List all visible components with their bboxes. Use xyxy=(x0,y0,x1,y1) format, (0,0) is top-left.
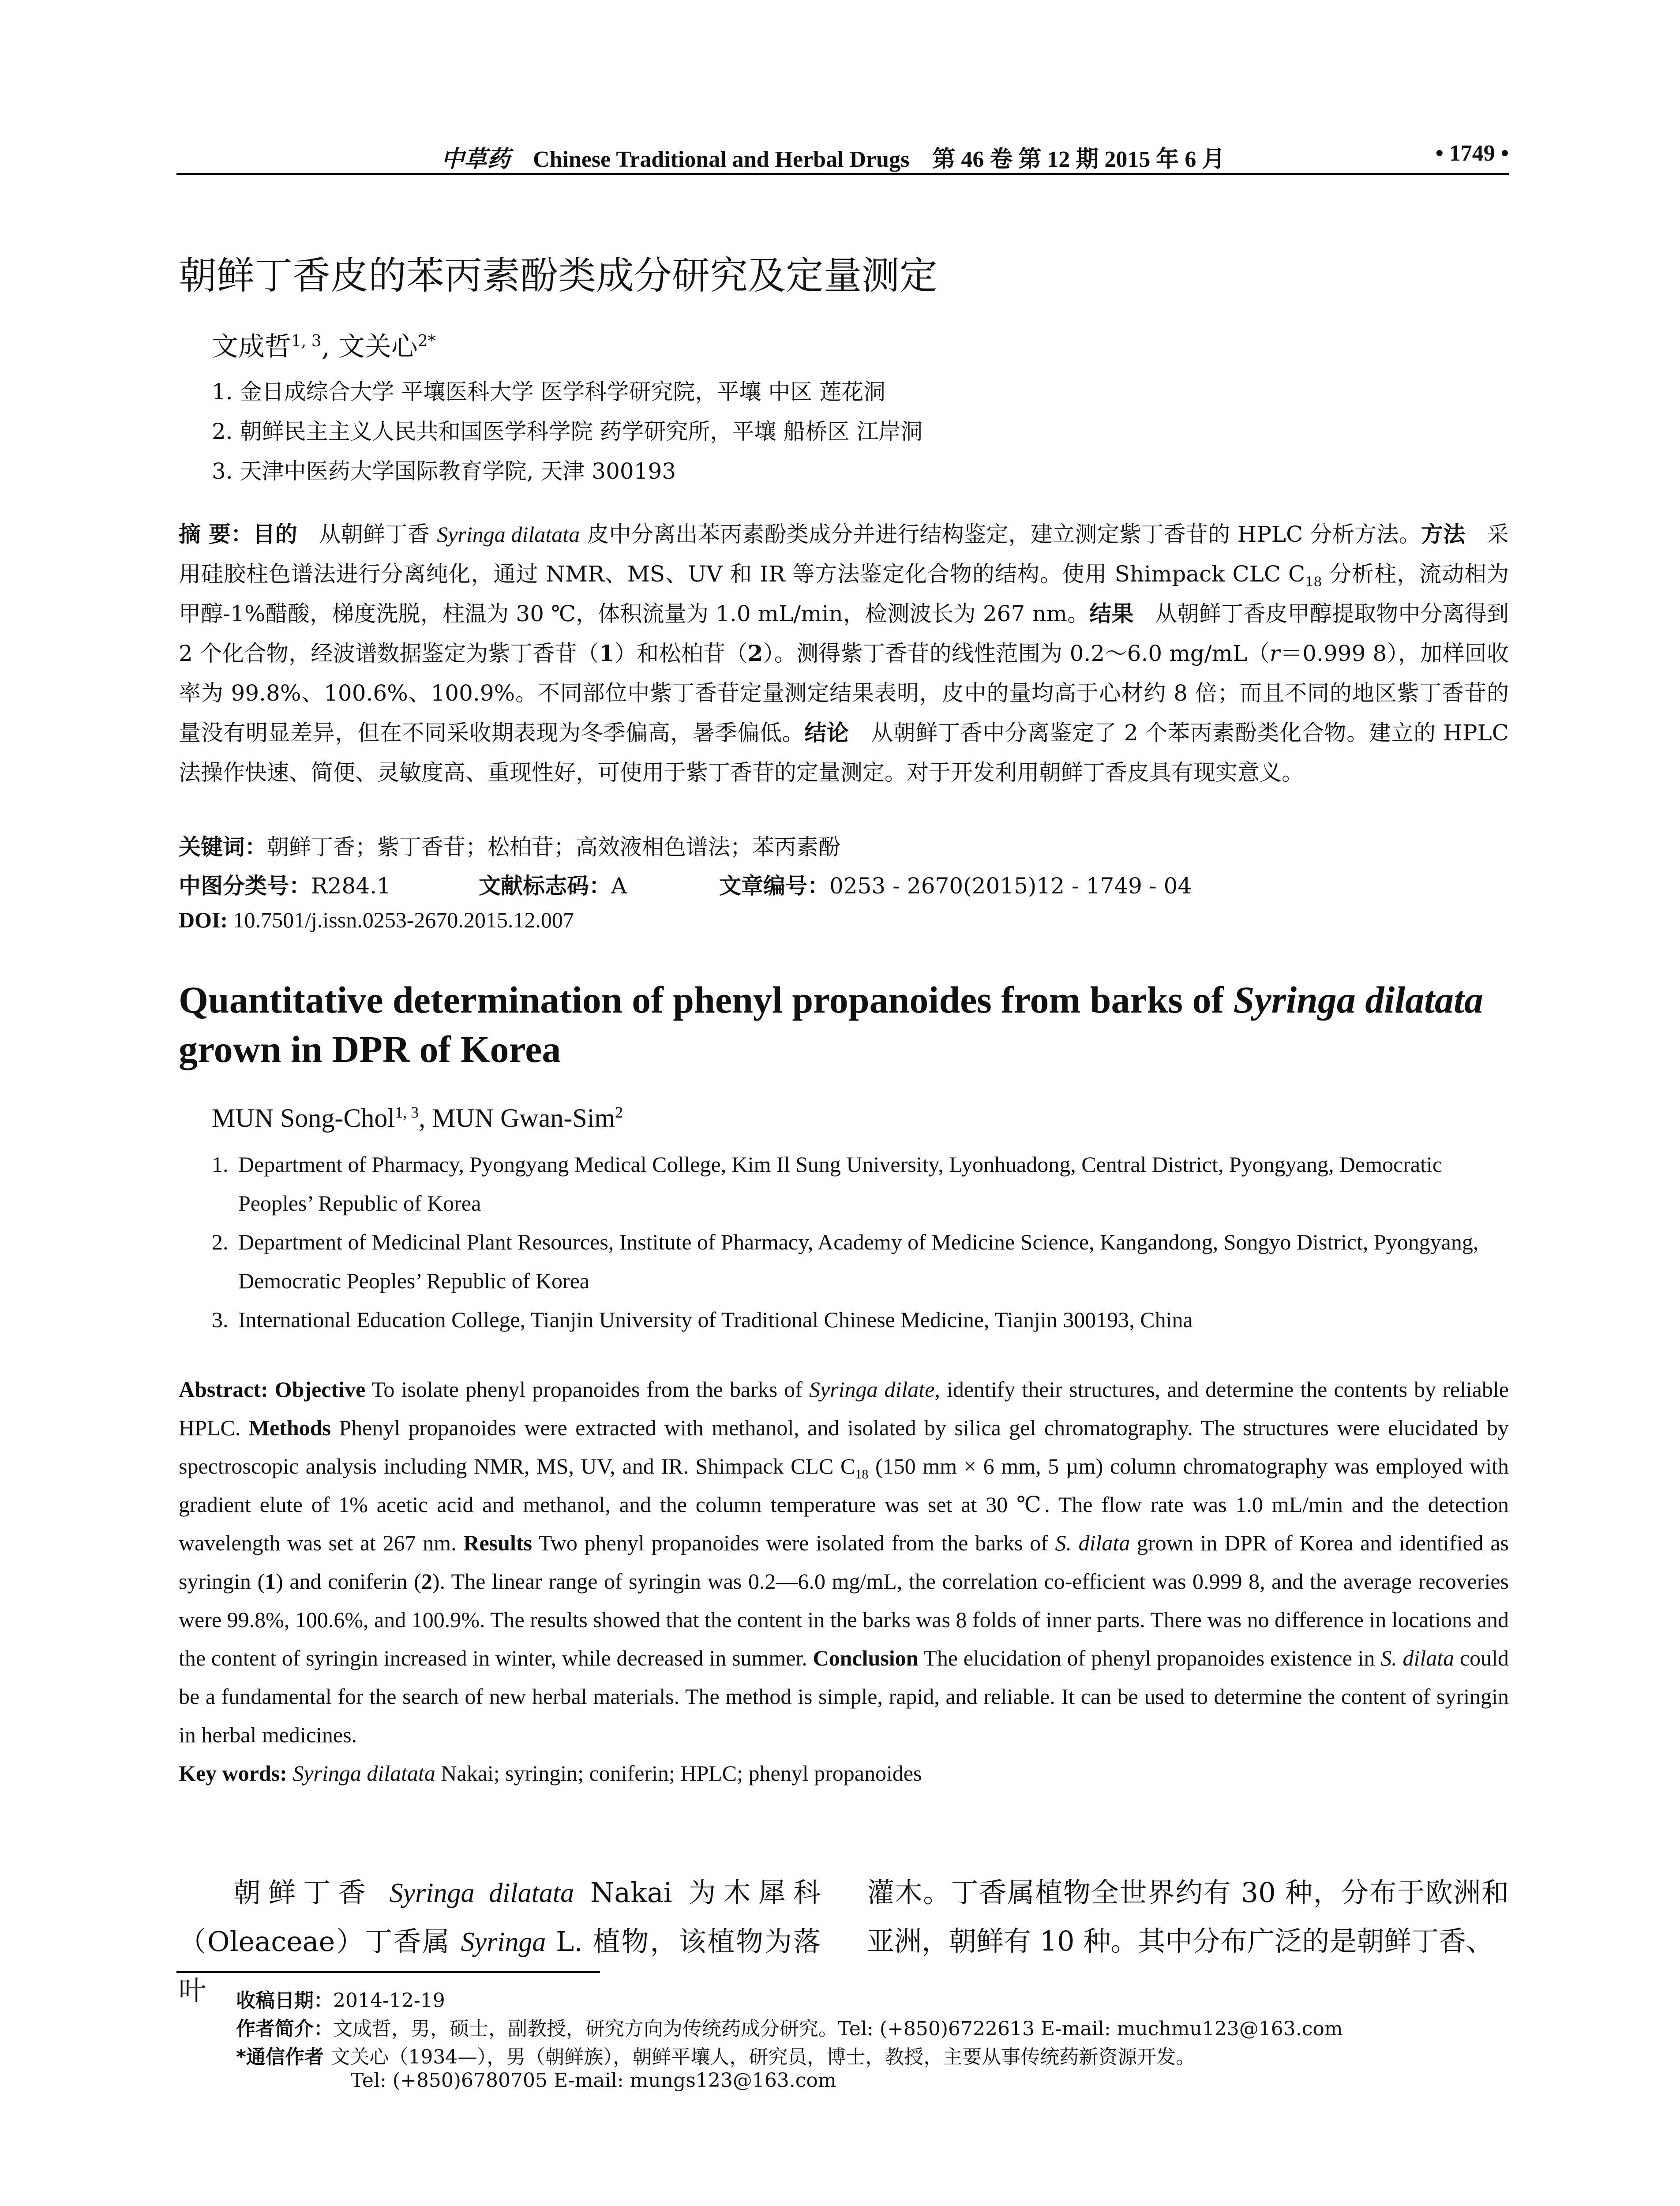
body-column-right xyxy=(867,1868,1509,1966)
species-name: Syringa dilatata xyxy=(437,522,580,547)
cn-keywords xyxy=(179,829,840,861)
en-methods-text-2: (150 mm × 6 mm, 5 µm) column chromatography was employed with gradient elute of 1% acetic acid and methanol, and the column temperature was set at 30 ℃. The flow rate was 1.0 mL/min and the detection wavelength was set at 267 nm. xyxy=(179,1454,1509,1555)
en-results-text-4: ). The linear range of syringin was 0.2—6.0 mg/mL, the correlation co-efficient was 0.999 8, and the average recoveries were 99.8%, 100.6%, and 100.9%. The results showed that the content in the barks was 8 folds of inner parts. There was no difference in locations and the content of syringin increased in winter, while decreased in summer. xyxy=(179,1569,1509,1670)
cn-abstract-label: 摘 要： xyxy=(179,521,253,547)
subscript: 18 xyxy=(1305,574,1322,590)
body-text: Nakai 为木犀科（Oleaceae）丁香属 xyxy=(179,1876,821,1958)
en-label-results: Results xyxy=(463,1531,532,1555)
cn-results-text-3: ）。测得紫丁香苷的线性范围为 0.2～6.0 mg/mL（ xyxy=(763,641,1270,666)
clc-label: 中图分类号： xyxy=(179,873,311,899)
bio-label: 作者简介： xyxy=(236,2018,333,2040)
doi-label: DOI: xyxy=(179,908,228,932)
cn-results-text-4: ＝0.999 8），加样回收率为 99.8%、100.6%、100.9%。不同部位中紫丁香苷定量测定结果表明，皮中的量均高于心材约 8 倍；而且不同的地区紫丁香苷的量没有明显差异，但在不同采收期表现为冬季偏高，暑季偏低。 xyxy=(179,641,1509,746)
body-text: L. 植物，该植物为落叶 xyxy=(179,1925,821,2007)
species-name: S. dilata xyxy=(1055,1531,1130,1555)
cn-results-text-2: ）和松柏苷（ xyxy=(614,641,748,666)
affil-number: 2. xyxy=(212,1230,229,1254)
journal-info xyxy=(441,140,1225,173)
en-methods-text: Phenyl propanoides were extracted with methanol, and isolated by silica gel chromatography. The structures were elucidated by spectroscopic analysis including NMR, MS, UV, and IR. Shimpack CLC C xyxy=(179,1415,1509,1478)
cn-affiliation-3: 3. 天津中医药大学国际教育学院, 天津 300193 xyxy=(212,458,676,484)
cn-label-objective: 目的 xyxy=(253,521,298,547)
journal-name-cn: 中草药 xyxy=(441,146,510,173)
corresponding-text: 文关心（1934—），男（朝鲜族），朝鲜平壤人，研究员，博士，教授，主要从事传统药新资源开发。 xyxy=(330,2046,1196,2068)
en-conclusion-text-2: could be a fundamental for the search of new herbal materials. The method is simple, rapid, and reliable. It can be used to determine the content of syringin in herbal medicines. xyxy=(179,1646,1509,1747)
cn-objective-text: 从朝鲜丁香 xyxy=(319,521,437,547)
genus-name: Syringa xyxy=(461,1927,546,1957)
article-number-value: 0253 - 2670(2015)12 - 1749 - 04 xyxy=(829,873,1192,899)
doccode-label: 文献标志码： xyxy=(479,873,611,899)
subscript: 18 xyxy=(855,1467,869,1482)
corresponding-label: *通信作者 xyxy=(236,2046,331,2068)
en-abstract-label: Abstract: Objective xyxy=(179,1377,366,1402)
cn-classification xyxy=(179,868,1509,900)
received-date: 2014-12-19 xyxy=(333,1989,445,2012)
species-name: S. dilata xyxy=(1380,1646,1455,1670)
body-text: 灌木。丁香属植物全世界约有 30 种，分布于欧洲和亚洲，朝鲜有 10 种。其中分布广泛的是朝鲜丁香、 xyxy=(867,1876,1509,1957)
cn-methods-text-2: 分析柱，流动相为甲醇-1%醋酸，梯度洗脱，柱温为 30 ℃，体积流量为 1.0 mL/min，检测波长为 267 nm。 xyxy=(179,561,1509,627)
en-affiliation-3 xyxy=(212,1300,1509,1339)
cn-affiliation-2: 2. 朝鲜民主主义人民共和国医学科学院 药学研究所，平壤 船桥区 江岸洞 xyxy=(212,419,923,444)
compound-1: 1 xyxy=(599,640,615,666)
cn-author-2: 文关心 xyxy=(338,331,418,362)
en-objective-text-2: , identify their structures, and determine the contents by reliable HPLC. xyxy=(179,1377,1509,1440)
en-title-part-2: grown in DPR of Korea xyxy=(179,1028,561,1070)
cn-affiliation-1: 1. 金日成综合大学 平壤医科大学 医学科学研究院，平壤 中区 莲花洞 xyxy=(212,379,886,405)
compound-2: 2 xyxy=(421,1569,432,1594)
cn-author-1: 文成哲 xyxy=(212,331,291,362)
cn-keywords-text: 朝鲜丁香；紫丁香苷；松柏苷；高效液相色谱法；苯丙素酚 xyxy=(267,834,840,860)
en-author-2-affil: 2 xyxy=(615,1103,623,1121)
affil-text: International Education College, Tianjin University of Traditional Chinese Medicine, Tianjin 300193, China xyxy=(238,1307,1193,1332)
en-affiliation-1 xyxy=(212,1145,1509,1223)
doi-value: 10.7501/j.issn.0253-2670.2015.12.007 xyxy=(228,908,574,932)
en-objective-text: To isolate phenyl propanoides from the barks of xyxy=(365,1377,809,1402)
affil-text: Department of Medicinal Plant Resources, Institute of Pharmacy, Academy of Medicine Science, Kangandong, Songyo District, Pyongyang, Democratic Peoples’ Republic of Korea xyxy=(238,1230,1479,1293)
en-keywords-label: Key words: xyxy=(179,1761,287,1786)
en-results-text: Two phenyl propanoides were isolated from the barks of xyxy=(532,1531,1055,1555)
footnote-corresponding xyxy=(236,2041,1195,2069)
cn-label-results: 结果 xyxy=(1089,601,1134,627)
en-label-methods: Methods xyxy=(248,1415,331,1440)
en-title-species: Syringa dilatata xyxy=(1233,979,1483,1021)
en-label-conclusion: Conclusion xyxy=(813,1646,919,1670)
affil-number: 1. xyxy=(212,1152,229,1177)
doi-line xyxy=(179,907,574,933)
en-conclusion-text: The elucidation of phenyl propanoides existence in xyxy=(918,1646,1381,1670)
cn-methods-text: 采用硅胶柱色谱法进行分离纯化，通过 NMR、MS、UV 和 IR 等方法鉴定化合物的结构。使用 Shimpack CLC C xyxy=(179,521,1509,587)
en-affiliation-2 xyxy=(212,1223,1509,1300)
bio-text: 文成哲，男，硕士，副教授，研究方向为传统药成分研究。Tel: (+850)6722613 E-mail: muchmu123@163.com xyxy=(333,2018,1343,2040)
en-title xyxy=(179,975,1511,1074)
en-author-1: MUN Song-Chol xyxy=(212,1103,395,1133)
cn-author-1-affil: 1, 3 xyxy=(291,332,322,350)
cn-authors: 文成哲$^{1, 3}$, 文关心$^{2*}$ xyxy=(212,331,436,362)
species-name: Syringa dilatata xyxy=(389,1878,574,1908)
journal-name-en: Chinese Traditional and Herbal Drugs xyxy=(533,147,910,172)
journal-issue: 第 46 卷 第 12 期 2015 年 6 月 xyxy=(932,147,1225,172)
affil-number: 3. xyxy=(212,1307,229,1332)
cn-title: 朝鲜丁香皮的苯丙素酚类成分研究及定量测定 xyxy=(179,254,938,298)
en-authors xyxy=(212,1103,623,1133)
doccode-value: A xyxy=(611,873,627,899)
en-results-text-2: grown in DPR of Korea and identified as syringin ( xyxy=(179,1531,1509,1594)
cn-conclusion-text: 从朝鲜丁香中分离鉴定了 2 个苯丙素酚类化合物。建立的 HPLC 法操作快速、简便、灵敏度高、重现性好，可使用于紫丁香苷的定量测定。对于开发利用朝鲜丁香皮具有现实意义。 xyxy=(179,720,1509,785)
species-name: Syringa dilate xyxy=(809,1377,935,1402)
en-results-text-3: ) and coniferin ( xyxy=(276,1569,421,1594)
cn-label-conclusion: 结论 xyxy=(804,720,849,746)
article-number-label: 文章编号： xyxy=(719,873,829,899)
en-author-1-affil: 1, 3 xyxy=(395,1103,419,1121)
header-rule xyxy=(176,173,1509,175)
compound-2: 2 xyxy=(747,640,763,666)
body-text: 朝鲜丁香 xyxy=(233,1876,390,1909)
footnote-author-bio xyxy=(236,2013,1343,2041)
received-label: 收稿日期： xyxy=(236,1989,333,2012)
symbol-r: r xyxy=(1269,641,1280,666)
footnote-corresponding-contact: Tel: (+850)6780705 E-mail: mungs123@163.com xyxy=(351,2069,836,2092)
en-title-part-1: Quantitative determination of phenyl propanoides from barks of xyxy=(179,979,1234,1021)
en-abstract xyxy=(179,1370,1509,1793)
clc-value: R284.1 xyxy=(311,873,391,899)
affil-text: Department of Pharmacy, Pyongyang Medical College, Kim Il Sung University, Lyonhuadong, Central District, Pyongyang, Democratic Peoples’ Republic of Korea xyxy=(238,1152,1443,1216)
cn-results-text: 从朝鲜丁香皮甲醇提取物中分离得到 2 个化合物，经波谱数据鉴定为紫丁香苷（ xyxy=(179,601,1509,666)
cn-abstract xyxy=(179,514,1509,792)
en-keywords-text: Nakai; syringin; coniferin; HPLC; phenyl propanoides xyxy=(435,1761,922,1786)
footnote-received xyxy=(236,1985,445,2013)
page-number: • 1749 • xyxy=(1435,141,1509,166)
en-author-2: , MUN Gwan-Sim xyxy=(419,1103,615,1133)
cn-author-2-affil: 2* xyxy=(417,332,436,350)
footnote-rule xyxy=(176,1971,600,1973)
running-header xyxy=(176,140,1509,173)
cn-keywords-label: 关键词： xyxy=(179,834,267,860)
cn-objective-text-2: 皮中分离出苯丙素酚类成分并进行结构鉴定，建立测定紫丁香苷的 HPLC 分析方法。 xyxy=(580,521,1421,547)
compound-1: 1 xyxy=(265,1569,276,1594)
cn-label-methods: 方法 xyxy=(1421,521,1466,547)
species-name: Syringa dilatata xyxy=(287,1761,435,1786)
